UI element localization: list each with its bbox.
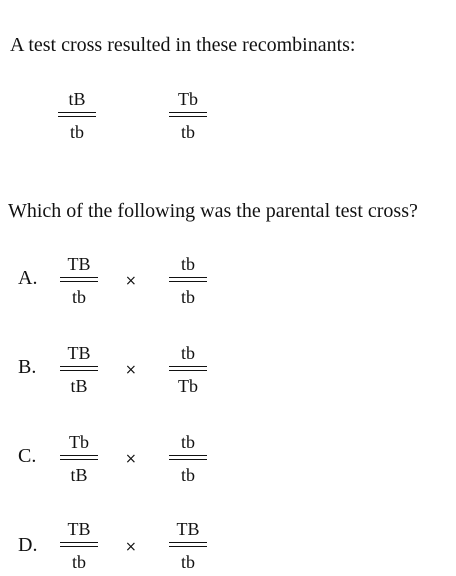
- option-b-right-genotype: [168, 344, 208, 395]
- chromosome-top: TB: [176, 519, 200, 539]
- chromosome-bottom: tb: [180, 552, 195, 572]
- chromosome-top: TB: [67, 519, 91, 539]
- chromosome-bars: [58, 112, 96, 117]
- cross-symbol: ×: [125, 362, 137, 378]
- cross-symbol: ×: [125, 273, 137, 289]
- option-a-right-genotype: [168, 255, 208, 306]
- chromosome-bars: [60, 366, 98, 371]
- chromosome-top: Tb: [178, 89, 198, 109]
- chromosome-bottom: tb: [71, 287, 86, 307]
- option-a-left-genotype: [59, 255, 99, 306]
- option-b-label: B.: [18, 356, 37, 378]
- option-a-label: A.: [18, 267, 38, 289]
- option-c-label: C.: [18, 445, 37, 467]
- chromosome-bottom: tb: [71, 552, 86, 572]
- intro-text: A test cross resulted in these recombinants:: [10, 34, 356, 56]
- chromosome-bottom: tB: [70, 376, 88, 396]
- question-text: Which of the following was the parental test cross?: [8, 200, 418, 222]
- chromosome-bottom: tb: [180, 287, 195, 307]
- option-d-left-genotype: [59, 520, 99, 571]
- chromosome-top: TB: [67, 254, 91, 274]
- chromosome-top: tb: [180, 254, 195, 274]
- chromosome-bars: [60, 542, 98, 547]
- chromosome-top: tb: [180, 432, 195, 452]
- chromosome-bars: [60, 455, 98, 460]
- cross-symbol: ×: [125, 539, 137, 555]
- option-d-label: D.: [18, 534, 38, 556]
- chromosome-top: tB: [68, 89, 86, 109]
- chromosome-bars: [169, 277, 207, 282]
- chromosome-bars: [60, 277, 98, 282]
- chromosome-top: TB: [67, 343, 91, 363]
- option-c-right-genotype: [168, 433, 208, 484]
- chromosome-bars: [169, 112, 207, 117]
- chromosome-bottom: Tb: [178, 376, 198, 396]
- chromosome-bottom: tB: [70, 465, 88, 485]
- option-d-right-genotype: [168, 520, 208, 571]
- recombinant-genotype: [168, 90, 208, 141]
- chromosome-bars: [169, 455, 207, 460]
- chromosome-bottom: tb: [180, 465, 195, 485]
- chromosome-bottom: tb: [69, 122, 84, 142]
- chromosome-top: tb: [180, 343, 195, 363]
- option-c-left-genotype: [59, 433, 99, 484]
- recombinant-genotype: [57, 90, 97, 141]
- chromosome-bars: [169, 542, 207, 547]
- cross-symbol: ×: [125, 451, 137, 467]
- option-b-left-genotype: [59, 344, 99, 395]
- chromosome-bottom: tb: [180, 122, 195, 142]
- chromosome-bars: [169, 366, 207, 371]
- chromosome-top: Tb: [69, 432, 89, 452]
